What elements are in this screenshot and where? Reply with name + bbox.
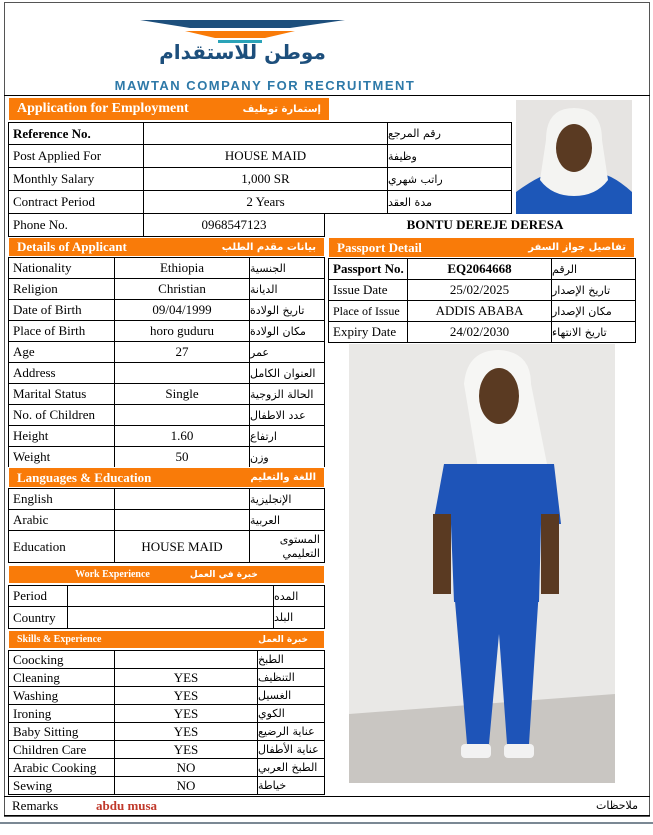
application-title: Application for Employment	[17, 101, 189, 116]
arabic-value	[114, 509, 250, 531]
skill-row-value: YES	[114, 740, 258, 759]
passport-no-value: EQ2064668	[407, 258, 552, 280]
skill-row-label-ar: الكوي	[257, 704, 325, 723]
details-row-value: Christian	[114, 278, 250, 300]
details-row-label-ar: عدد الاطفال	[249, 404, 325, 426]
details-row-label: Weight	[8, 446, 115, 468]
skill-row-label-ar: خياطة	[257, 776, 325, 795]
issue-date-label-ar: تاريخ الإصدار	[551, 279, 636, 301]
work-title: Work Experience	[75, 569, 150, 580]
applicant-name: BONTU DEREJE DERESA	[406, 217, 564, 232]
country-label-ar: البلد	[273, 606, 325, 629]
languages-title: Languages & Education	[17, 469, 152, 485]
issue-date-label: Issue Date	[328, 279, 408, 301]
phone-value: 0968547123	[143, 213, 325, 237]
skill-row-label-ar: التنظيف	[257, 668, 325, 687]
application-title-ar: إستمارة توظيف	[242, 103, 321, 115]
remarks-label: Remarks	[12, 798, 59, 813]
details-row-value: 50	[114, 446, 250, 468]
details-row-label-ar: مكان الولادة	[249, 320, 325, 342]
contract-value: 2 Years	[143, 190, 388, 214]
expiry-date-label-ar: تاريخ الانتهاء	[551, 321, 636, 343]
logo-arabic-text: موطن للاستقدام	[159, 40, 326, 64]
contract-label: Contract Period	[8, 190, 144, 214]
skill-row-label-ar: عناية الأطفال	[257, 740, 325, 759]
education-value: HOUSE MAID	[114, 530, 250, 563]
skill-row-label-ar: الغسيل	[257, 686, 325, 705]
header-divider	[4, 95, 650, 96]
skill-row-label: Coocking	[8, 650, 115, 669]
languages-header	[8, 467, 325, 488]
details-row-label-ar: الديانة	[249, 278, 325, 300]
details-row-label: Place of Birth	[8, 320, 115, 342]
details-row-label: Date of Birth	[8, 299, 115, 321]
post-label-ar: وظيفة	[387, 144, 512, 168]
details-row-label-ar: الجنسية	[249, 257, 325, 279]
salary-value: 1,000 SR	[143, 167, 388, 191]
post-label: Post Applied For	[8, 144, 144, 168]
passport-no-label-ar: الرقم	[551, 258, 636, 280]
languages-title-ar: اللغة والتعليم	[250, 472, 316, 483]
post-value: HOUSE MAID	[143, 144, 388, 168]
skill-row-value	[114, 650, 258, 669]
remarks-value: abdu musa	[96, 798, 158, 813]
education-label-ar: المستوى التعليمي	[249, 530, 325, 563]
place-of-issue-label: Place of Issue	[328, 300, 408, 322]
arabic-label-ar: العربية	[249, 509, 325, 531]
reference-label-ar: رقم المرجع	[387, 122, 512, 145]
skills-title: Skills & Experience	[17, 634, 102, 645]
contract-label-ar: مدة العقد	[387, 190, 512, 214]
details-row-label-ar: الحالة الزوجية	[249, 383, 325, 405]
skill-row-value: YES	[114, 722, 258, 741]
period-value	[67, 585, 274, 607]
details-row-label-ar: تاريخ الولادة	[249, 299, 325, 321]
skill-row-value: YES	[114, 668, 258, 687]
details-row-value: horo guduru	[114, 320, 250, 342]
skill-row-value: NO	[114, 758, 258, 777]
skill-row-label-ar: عناية الرضيع	[257, 722, 325, 741]
work-header	[8, 565, 325, 584]
skill-row-label: Arabic Cooking	[8, 758, 115, 777]
phone-label: Phone No.	[8, 213, 144, 237]
company-name: MAWTAN COMPANY FOR RECRUITMENT	[114, 78, 416, 93]
bottom-rule	[0, 822, 653, 824]
issue-date-value: 25/02/2025	[407, 279, 552, 301]
skills-title-ar: خبرة العمل	[258, 634, 308, 645]
english-value	[114, 488, 250, 510]
details-row-value: 1.60	[114, 425, 250, 447]
expiry-date-label: Expiry Date	[328, 321, 408, 343]
passport-no-label: Passport No.	[328, 258, 408, 280]
reference-label: Reference No.	[8, 122, 144, 145]
details-row-value	[114, 362, 250, 384]
details-row-label-ar: العنوان الكامل	[249, 362, 325, 384]
details-title-ar: بيانات مقدم الطلب	[221, 241, 316, 253]
details-row-label: Age	[8, 341, 115, 363]
full-body-photo	[349, 344, 615, 783]
passport-title: Passport Detail	[337, 239, 422, 255]
arabic-label: Arabic	[8, 509, 115, 531]
education-label: Education	[8, 530, 115, 563]
skill-row-value: YES	[114, 704, 258, 723]
country-label: Country	[8, 606, 68, 629]
details-row-label: Height	[8, 425, 115, 447]
details-row-value: Single	[114, 383, 250, 405]
skill-row-value: YES	[114, 686, 258, 705]
period-label: Period	[8, 585, 68, 607]
company-logo	[130, 14, 355, 70]
details-row-label-ar: عمر	[249, 341, 325, 363]
english-label-ar: الإنجليزية	[249, 488, 325, 510]
expiry-date-value: 24/02/2030	[407, 321, 552, 343]
skill-row-label-ar: الطبخ العربي	[257, 758, 325, 777]
passport-title-ar: تفاصيل جواز السفر	[528, 242, 626, 253]
details-row-label: Address	[8, 362, 115, 384]
skill-row-label: Sewing	[8, 776, 115, 795]
details-row-value: 27	[114, 341, 250, 363]
place-of-issue-label-ar: مكان الإصدار	[551, 300, 636, 322]
salary-label-ar: راتب شهري	[387, 167, 512, 191]
details-row-label: Religion	[8, 278, 115, 300]
skill-row-label-ar: الطبخ	[257, 650, 325, 669]
work-title-ar: خبرة في العمل	[189, 569, 258, 580]
reference-value	[143, 122, 388, 145]
passport-header	[328, 237, 635, 258]
skill-row-value: NO	[114, 776, 258, 795]
details-row-label: Nationality	[8, 257, 115, 279]
remarks-label-ar: ملاحظات	[596, 799, 638, 812]
place-of-issue-value: ADDIS ABABA	[407, 300, 552, 322]
details-row-label: No. of Children	[8, 404, 115, 426]
english-label: English	[8, 488, 115, 510]
details-row-value: 09/04/1999	[114, 299, 250, 321]
details-row-label-ar: ارتفاع	[249, 425, 325, 447]
skill-row-label: Children Care	[8, 740, 115, 759]
skill-row-label: Baby Sitting	[8, 722, 115, 741]
details-row-label: Marital Status	[8, 383, 115, 405]
details-row-value: Ethiopia	[114, 257, 250, 279]
details-title: Details of Applicant	[17, 239, 127, 254]
details-header	[8, 237, 325, 257]
portrait-photo	[516, 100, 632, 214]
skill-row-label: Cleaning	[8, 668, 115, 687]
skills-header	[8, 630, 325, 649]
country-value	[67, 606, 274, 629]
period-label-ar: المده	[273, 585, 325, 607]
salary-label: Monthly Salary	[8, 167, 144, 191]
skill-row-label: Ironing	[8, 704, 115, 723]
details-row-label-ar: وزن	[249, 446, 325, 468]
details-row-value	[114, 404, 250, 426]
skill-row-label: Washing	[8, 686, 115, 705]
application-header	[8, 97, 330, 121]
